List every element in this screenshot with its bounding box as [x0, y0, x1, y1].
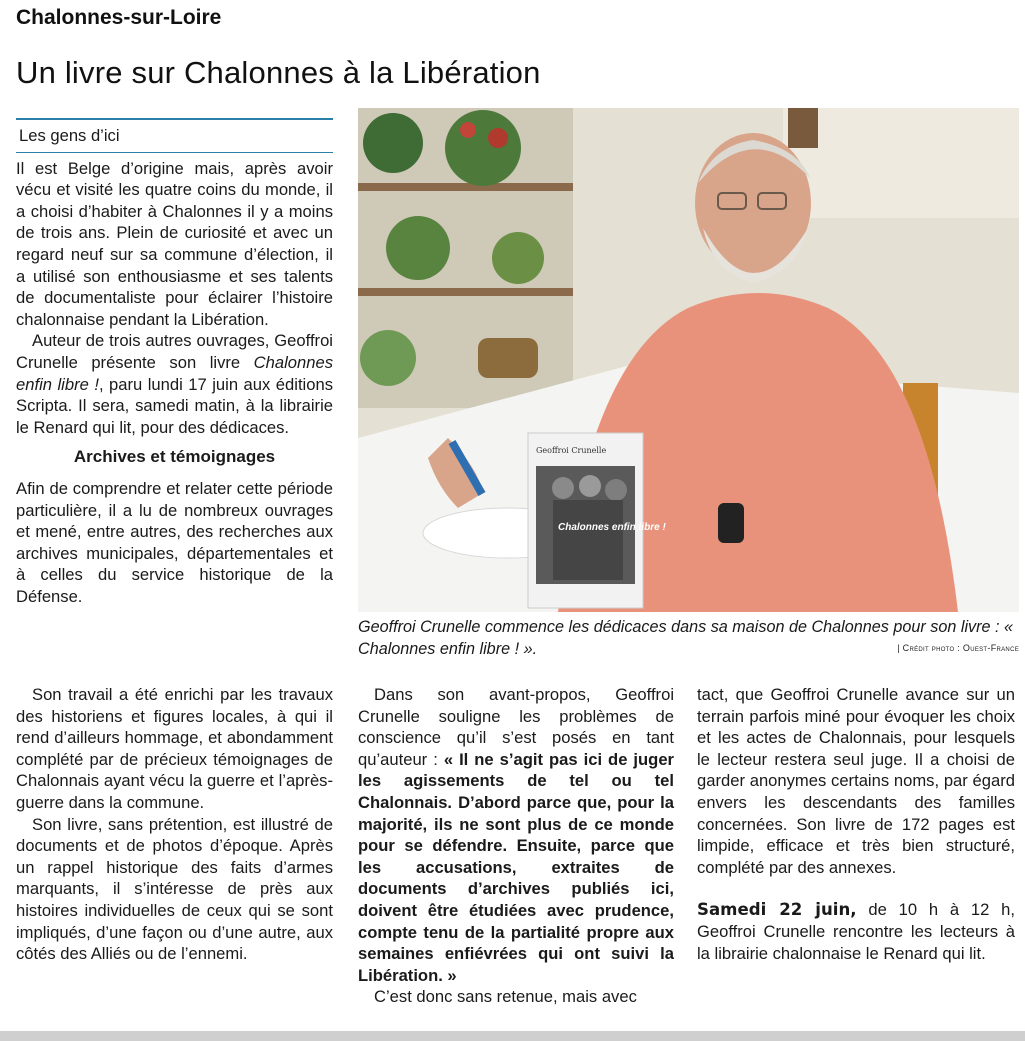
article-column-4	[697, 684, 1015, 964]
paragraph-rendezvous	[697, 899, 1015, 964]
rubrique-label: Les gens d’ici	[16, 118, 333, 153]
article-column-1	[16, 118, 333, 607]
photo-caption: Geoffroi Crunelle commence les dédicaces dans sa maison de Chalonnes pour son livre : « Chalonnes enfin libre ! ».	[358, 618, 1014, 658]
text: de 10 h à 12 h, Geoffroi Crunelle rencontre les lecteurs à la librairie chalonnaise le Renard qui lit.	[697, 900, 1015, 963]
subheading: Archives et témoignages	[73, 447, 276, 467]
paragraph-intro: Il est Belge d’origine mais, après avoir vécu et visité les quatre coins du monde, il a choisi d’habiter à Chalonnes il y a moins de trois ans. Plein de curiosité et avec un regard neuf sur sa commune d’élection, il a utilisé son enthousiasme et ses talents de documentaliste pour éclairer l’histoire chalonnaise pendant la Libération.	[16, 158, 333, 329]
quote-bold: « Il ne s’agit pas ici de juger les agissements de tel ou tel Chalonnais. D’abord parce que, pour la majorité, ils ne sont plus de ce monde pour se défendre. Ensuite, parce que les accusations, extraites de documents d’archives publiés ici, doivent être étudiées avec prudence, compte tenu de la partialité propre aux semaines enfiévrées qui ont suivi la Libération. »	[358, 749, 675, 985]
page-footer-bar	[0, 1031, 1025, 1041]
article-photo	[358, 108, 1019, 612]
book-author-text: Geoffroi Crunelle	[536, 446, 607, 455]
photo-illustration	[358, 108, 1019, 612]
paragraph-avant-propos	[358, 684, 674, 986]
book-title-text: Chalonnes enfin libre !	[558, 522, 666, 533]
article-column-3	[358, 684, 674, 1008]
article-headline: Un livre sur Chalonnes à la Libération	[16, 55, 541, 90]
text: Auteur de trois autres ouvrages, Geoffroi Crunelle présente son livre	[16, 331, 333, 372]
date-bold: Samedi 22 juin,	[697, 900, 857, 920]
paragraph-archives: Afin de comprendre et relater cette période particulière, il a lu de nombreux ouvrages et mené, entre autres, des recherches aux archives municipales, départementales et à celles du service historique de la Défense.	[16, 478, 333, 606]
paragraph-tact: tact, que Geoffroi Crunelle avance sur un terrain parfois miné pour évoquer les choix et les actes de Chalonnais, pour lesquels le lecteur restera seul juge. Il a choisi de garder anonymes certains noms, par égard envers les descendants des familles concernées. Son livre de 172 pages est limpide, efficace et très bien structuré, complété par des annexes.	[697, 685, 1015, 877]
book-title-italic: Chalonnes enfin libre !	[16, 352, 333, 394]
text: , paru lundi 17 juin aux éditions Scripta. Il sera, samedi matin, à la librairie le Renard qui lit, pour des dédicaces.	[16, 374, 334, 437]
section-kicker: Chalonnes-sur-Loire	[16, 6, 222, 29]
paragraph-livre: Son livre, sans prétention, est illustré de documents et de photos d’époque. Après un rappel historique des faits d’armes marquants, il s’intéresse de près aux histoires individuelles de ceux qui se sont impliqués, d’une façon ou d’une autre, aux côtés des Alliés ou de l’ennemi.	[16, 814, 333, 964]
paragraph-travail: Son travail a été enrichi par les travaux des historiens et figures locales, à qui il rend d’ailleurs hommage, et abondamment complété par de précieux témoignages de Chalonnais ayant vécu la guerre et l’après-guerre dans la commune.	[16, 685, 333, 812]
paragraph-book	[16, 330, 333, 438]
photo-credit: | Crédit photo : Ouest-France	[897, 643, 1019, 653]
paragraph-retenue: C’est donc sans retenue, mais avec	[374, 987, 637, 1007]
article-column-2	[16, 684, 333, 965]
text: Dans son avant-propos, Geoffroi Crunelle souligne les problèmes de conscience qu’il s’est posés en tant qu’auteur :	[358, 685, 674, 769]
